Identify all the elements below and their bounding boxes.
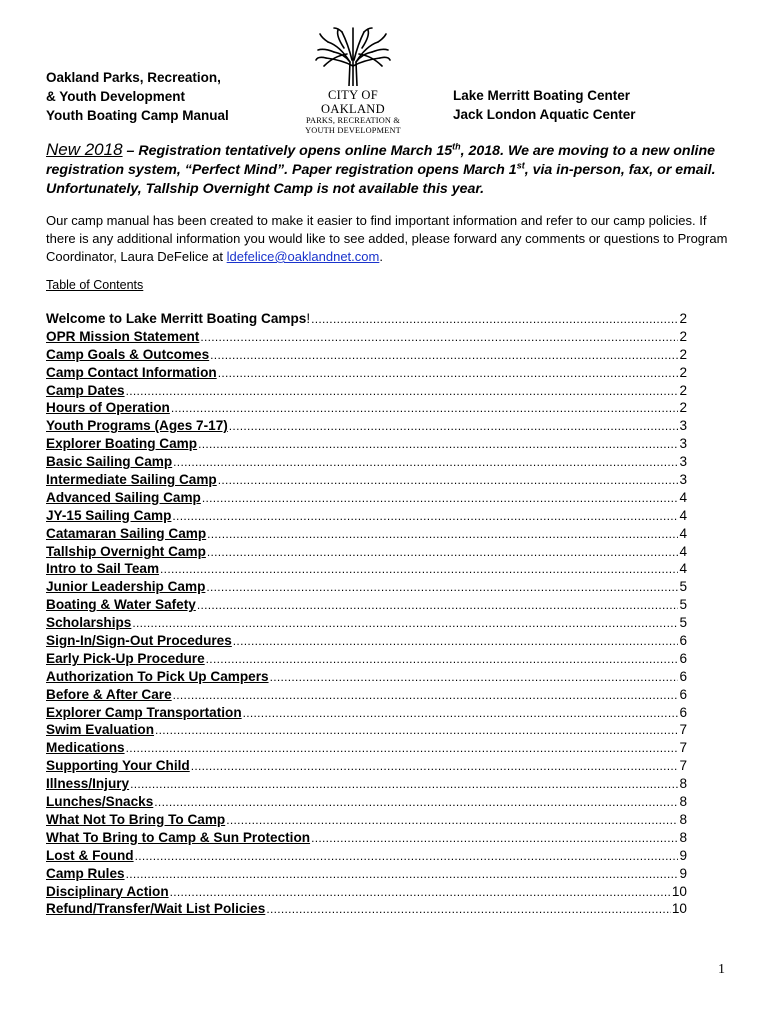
- toc-entry-page: 5: [679, 579, 687, 595]
- toc-entry[interactable]: [46, 865, 687, 883]
- toc-entry-page: 3: [679, 418, 687, 434]
- toc-entry-title[interactable]: Hours of Operation: [46, 400, 170, 416]
- dot-leader: [229, 418, 679, 436]
- dot-leader: [173, 454, 678, 472]
- announcement-text: , via in-person, fax, or email. Unfortunately, Tallship Overnight Camp is not available this year.: [46, 162, 716, 197]
- toc-entry[interactable]: [46, 489, 687, 507]
- toc-entry[interactable]: [46, 328, 687, 346]
- toc-entry-title[interactable]: Supporting Your Child: [46, 758, 190, 774]
- dot-leader: [206, 579, 678, 597]
- dot-leader: [202, 490, 679, 508]
- dot-leader: [206, 651, 679, 669]
- dot-leader: [266, 901, 671, 919]
- dot-leader: [171, 400, 679, 418]
- toc-entry[interactable]: [46, 793, 687, 811]
- toc-entry-title[interactable]: Explorer Camp Transportation: [46, 704, 242, 720]
- toc-entry-page: 8: [679, 811, 687, 827]
- toc-entry-title[interactable]: Lost & Found: [46, 847, 134, 863]
- toc-entry-page: 5: [679, 597, 687, 613]
- toc-entry-title[interactable]: Explorer Boating Camp: [46, 436, 198, 452]
- intro-end: .: [379, 249, 383, 264]
- toc-entry[interactable]: [46, 399, 687, 417]
- dot-leader: [311, 830, 678, 848]
- toc-entry-title[interactable]: Boating & Water Safety: [46, 597, 196, 613]
- toc-heading: Table of Contents: [46, 278, 144, 292]
- toc-entry-suffix: !: [306, 311, 311, 326]
- announcement-text: , 2018. We are moving to a new online registration system, “Perfect Mind”. Paper registration opens March 1: [46, 143, 716, 178]
- toc-entry[interactable]: [46, 417, 687, 435]
- toc-entry[interactable]: [46, 739, 687, 757]
- toc-entry-page: 6: [679, 704, 687, 720]
- toc-entry-page: 6: [679, 650, 687, 666]
- logo-dept-line: YOUTH DEVELOPMENT: [305, 126, 401, 135]
- toc-entry-title[interactable]: JY-15 Sailing Camp: [46, 507, 172, 523]
- header-left: [46, 68, 229, 125]
- dot-leader: [160, 561, 678, 579]
- dot-leader: [173, 687, 679, 705]
- header-right: [453, 86, 636, 124]
- toc-entry[interactable]: [46, 721, 687, 739]
- toc-entry[interactable]: [46, 596, 687, 614]
- toc-entry-title[interactable]: Refund/Transfer/Wait List Policies: [46, 901, 266, 917]
- toc-entry[interactable]: [46, 775, 687, 793]
- oak-tree-icon: [314, 26, 392, 86]
- toc-entry-title[interactable]: Illness/Injury: [46, 776, 130, 792]
- dot-leader: [126, 866, 679, 884]
- dot-leader: [170, 884, 671, 902]
- toc-entry[interactable]: [46, 704, 687, 722]
- dot-leader: [233, 633, 679, 651]
- dot-leader: [130, 776, 678, 794]
- toc-entry[interactable]: [46, 829, 687, 847]
- toc-entry-page: 2: [679, 364, 687, 380]
- dot-leader: [191, 758, 679, 776]
- toc-entry[interactable]: [46, 900, 687, 918]
- toc-entry[interactable]: [46, 560, 687, 578]
- toc-entry[interactable]: [46, 543, 687, 561]
- header-line: Youth Boating Camp Manual: [46, 108, 229, 123]
- dot-leader: [270, 669, 679, 687]
- toc-entry-page: 7: [679, 722, 687, 738]
- toc-entry-title[interactable]: Early Pick-Up Procedure: [46, 650, 205, 666]
- toc-entry-page: 2: [679, 311, 687, 326]
- toc-entry-title[interactable]: Authorization To Pick Up Campers: [46, 668, 269, 684]
- logo-city-name: CITY OF OAKLAND: [321, 88, 385, 116]
- table-of-contents: [46, 310, 687, 918]
- toc-entry[interactable]: [46, 811, 687, 829]
- new-label: New 2018: [46, 140, 123, 159]
- toc-entry-title[interactable]: Camp Rules: [46, 865, 125, 881]
- dot-leader: [210, 347, 678, 365]
- toc-entry-title[interactable]: Swim Evaluation: [46, 722, 155, 738]
- toc-entry-title[interactable]: Intermediate Sailing Camp: [46, 472, 217, 488]
- toc-entry[interactable]: [46, 382, 687, 400]
- toc-entry-page: 7: [679, 758, 687, 774]
- toc-entry-title[interactable]: Catamaran Sailing Camp: [46, 525, 207, 541]
- dot-leader: [197, 597, 679, 615]
- toc-entry-title[interactable]: Camp Goals & Outcomes: [46, 346, 210, 362]
- toc-entry[interactable]: [46, 614, 687, 632]
- email-link[interactable]: ldefelice@oaklandnet.com: [226, 249, 380, 264]
- dot-leader: [126, 740, 679, 758]
- announcement-text: – Registration tentatively opens online March 15: [122, 143, 453, 159]
- toc-entry-page: 4: [679, 561, 687, 577]
- toc-entry-page: 2: [679, 328, 687, 344]
- toc-entry-title[interactable]: Camp Contact Information: [46, 364, 217, 380]
- intro-paragraph: [46, 212, 736, 266]
- toc-entry-page: 2: [679, 382, 687, 398]
- toc-entry-page: 4: [679, 507, 687, 523]
- page-number: 1: [718, 962, 725, 977]
- toc-entry[interactable]: [46, 847, 687, 865]
- toc-entry-page: 3: [679, 454, 687, 470]
- toc-entry[interactable]: [46, 471, 687, 489]
- toc-entry-page: 10: [671, 883, 687, 899]
- toc-entry-title[interactable]: What Not To Bring To Camp: [46, 811, 226, 827]
- header-line: Oakland Parks, Recreation,: [46, 70, 221, 85]
- toc-entry-page: 10: [671, 901, 687, 917]
- toc-entry[interactable]: [46, 310, 687, 328]
- toc-entry-page: 5: [679, 615, 687, 631]
- toc-entry-page: 3: [679, 436, 687, 452]
- toc-entry-page: 4: [679, 525, 687, 541]
- toc-entry[interactable]: [46, 346, 687, 364]
- toc-entry[interactable]: [46, 883, 687, 901]
- dot-leader: [154, 794, 678, 812]
- dot-leader: [135, 848, 679, 866]
- superscript: th: [452, 141, 461, 152]
- dot-leader: [218, 365, 679, 383]
- toc-entry[interactable]: [46, 507, 687, 525]
- dot-leader: [200, 329, 678, 347]
- toc-entry-page: 8: [679, 829, 687, 845]
- toc-entry-page: 2: [679, 346, 687, 362]
- header-line: Jack London Aquatic Center: [453, 107, 636, 122]
- toc-entry-title[interactable]: Disciplinary Action: [46, 883, 169, 899]
- toc-entry-title[interactable]: Before & After Care: [46, 686, 172, 702]
- dot-leader: [243, 705, 679, 723]
- toc-entry[interactable]: [46, 578, 687, 596]
- toc-entry[interactable]: [46, 364, 687, 382]
- toc-entry-page: 7: [679, 740, 687, 756]
- header-line: & Youth Development: [46, 89, 186, 104]
- toc-entry[interactable]: [46, 757, 687, 775]
- toc-entry-title[interactable]: Junior Leadership Camp: [46, 579, 206, 595]
- toc-entry-title[interactable]: Lunches/Snacks: [46, 794, 154, 810]
- superscript: st: [516, 160, 525, 171]
- toc-entry-page: 8: [679, 794, 687, 810]
- dot-leader: [207, 526, 678, 544]
- toc-entry-page: 6: [679, 686, 687, 702]
- toc-entry-page: 3: [679, 472, 687, 488]
- dot-leader: [155, 722, 678, 740]
- dot-leader: [207, 544, 679, 562]
- toc-entry-title[interactable]: Scholarships: [46, 615, 132, 631]
- toc-entry-page: 9: [679, 865, 687, 881]
- dot-leader: [218, 472, 679, 490]
- toc-entry-page: 4: [679, 489, 687, 505]
- toc-entry-page: 2: [679, 400, 687, 416]
- toc-entry[interactable]: [46, 453, 687, 471]
- toc-entry[interactable]: [46, 632, 687, 650]
- toc-entry-title[interactable]: Sign-In/Sign-Out Procedures: [46, 633, 232, 649]
- toc-entry-title[interactable]: Advanced Sailing Camp: [46, 489, 201, 505]
- toc-entry-title[interactable]: Tallship Overnight Camp: [46, 543, 206, 559]
- toc-entry[interactable]: [46, 668, 687, 686]
- toc-entry-page: 4: [679, 543, 687, 559]
- dot-leader: [198, 436, 678, 454]
- dot-leader: [311, 311, 678, 329]
- toc-entry[interactable]: [46, 650, 687, 668]
- toc-entry-page: 9: [679, 847, 687, 863]
- toc-entry-page: 6: [679, 633, 687, 649]
- toc-entry[interactable]: [46, 435, 687, 453]
- toc-entry[interactable]: [46, 525, 687, 543]
- logo-dept-line: PARKS, RECREATION &: [305, 116, 401, 125]
- dot-leader: [132, 615, 678, 633]
- toc-entry-page: 8: [679, 776, 687, 792]
- dot-leader: [226, 812, 678, 830]
- toc-entry-title[interactable]: Camp Dates: [46, 382, 125, 398]
- toc-entry-title[interactable]: Intro to Sail Team: [46, 561, 160, 577]
- header-line: Lake Merritt Boating Center: [453, 88, 631, 103]
- toc-entry-title[interactable]: What To Bring to Camp & Sun Protection: [46, 829, 311, 845]
- announcement: [46, 140, 726, 199]
- toc-entry-title[interactable]: Welcome to Lake Merritt Boating Camps: [46, 311, 307, 326]
- toc-entry-title[interactable]: Youth Programs (Ages 7-17): [46, 418, 228, 434]
- city-logo: [298, 26, 408, 136]
- intro-text: Our camp manual has been created to make it easier to find important information and refer to our camp policies. If there is any additional information you would like to see added, please forward any comments or questions to Program Coordinator, Laura DeFelice at: [46, 213, 728, 264]
- toc-entry[interactable]: [46, 686, 687, 704]
- toc-entry-title[interactable]: OPR Mission Statement: [46, 328, 200, 344]
- toc-entry-page: 6: [679, 668, 687, 684]
- dot-leader: [126, 383, 679, 401]
- toc-entry-title[interactable]: Basic Sailing Camp: [46, 454, 173, 470]
- dot-leader: [172, 508, 678, 526]
- toc-entry-title[interactable]: Medications: [46, 740, 125, 756]
